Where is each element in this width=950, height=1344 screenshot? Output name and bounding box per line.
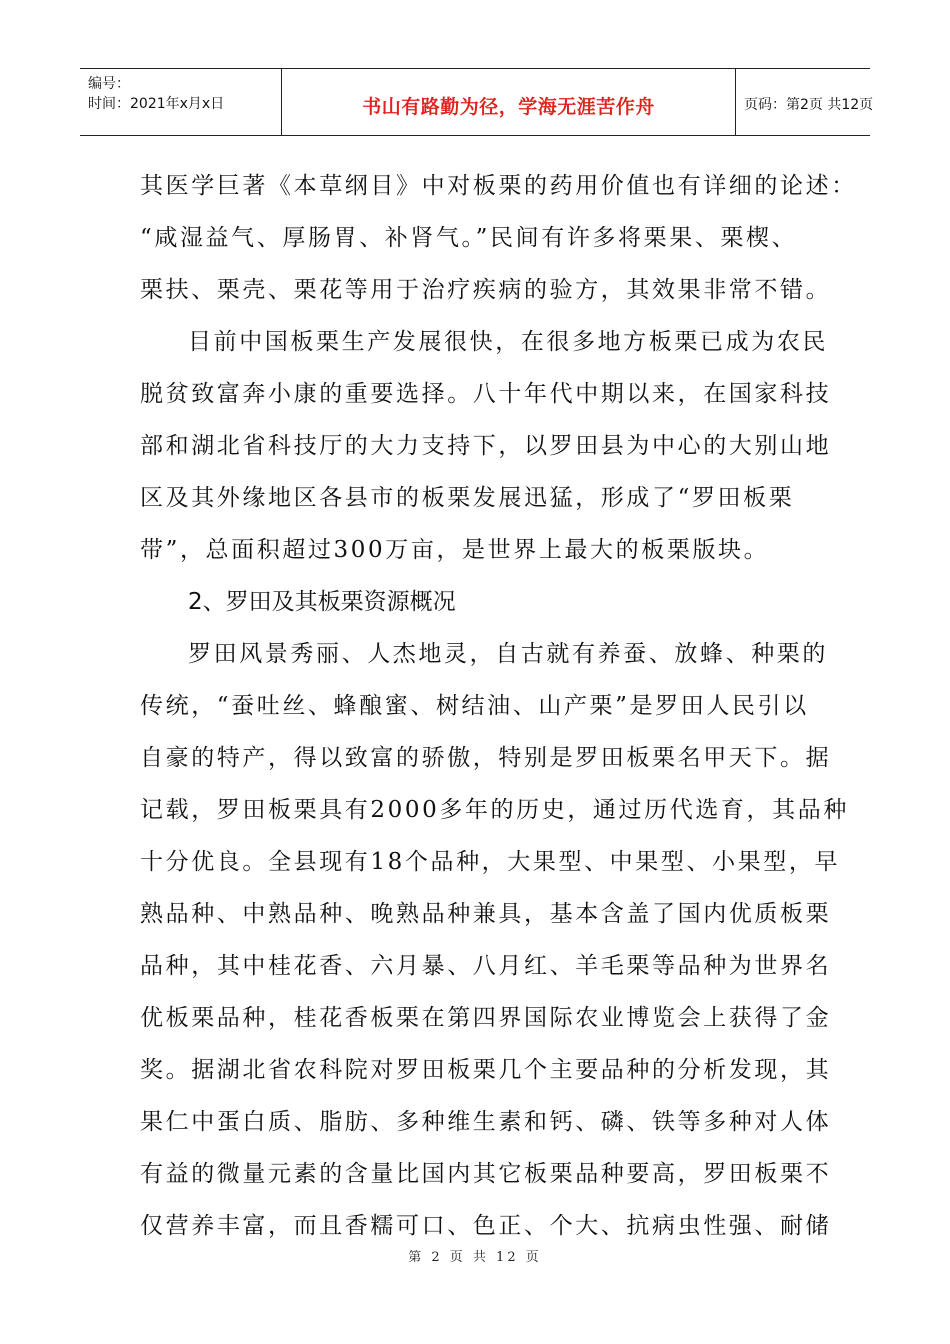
body-line: 脱贫致富奔小康的重要选择。八十年代中期以来，在国家科技: [140, 381, 832, 407]
document-header: [80, 68, 874, 136]
body-line: 区及其外缘地区各县市的板栗发展迅猛，形成了“罗田板栗: [140, 485, 795, 511]
document-date-label: 时间：2021年x月x日: [88, 96, 225, 112]
header-motto-cell: [282, 69, 736, 135]
body-line: 自豪的特产，得以致富的骄傲，特别是罗田板栗名甲天下。据: [140, 745, 832, 771]
body-line: 果仁中蛋白质、脂肪、多种维生素和钙、磷、铁等多种对人体: [140, 1109, 832, 1135]
body-line: 奖。据湖北省农科院对罗田板栗几个主要品种的分析发现，其: [140, 1057, 832, 1083]
body-line: 其医学巨著《本草纲目》中对板栗的药用价值也有详细的论述：: [140, 173, 857, 199]
body-line: 记载，罗田板栗具有2000多年的历史，通过历代选育，其品种: [140, 797, 849, 823]
body-line: 有益的微量元素的含量比国内其它板栗品种要高，罗田板栗不: [140, 1161, 832, 1187]
document-number-label: 编号：: [88, 76, 130, 92]
header-meta-cell: [80, 69, 282, 135]
body-line: “咸湿益气、厚肠胃、补肾气。”民间有许多将栗果、栗楔、: [140, 225, 798, 251]
body-line: 熟品种、中熟品种、晚熟品种兼具，基本含盖了国内优质板栗: [140, 901, 832, 927]
body-line: 品种，其中桂花香、六月暴、八月红、羊毛栗等品种为世界名: [140, 953, 832, 979]
page-footer: 第 2 页 共 12 页: [408, 1250, 542, 1265]
body-line: 栗扶、栗壳、栗花等用于治疗疾病的验方，其效果非常不错。: [140, 277, 832, 303]
body-line: 传统，“蚕吐丝、蜂酿蜜、树结油、山产栗”是罗田人民引以: [140, 693, 809, 719]
body-line: 部和湖北省科技厅的大力支持下，以罗田县为中心的大别山地: [140, 433, 832, 459]
body-line: 优板栗品种，桂花香板栗在第四界国际农业博览会上获得了金: [140, 1005, 832, 1031]
header-page-code: 页码：第2页 共12页: [744, 97, 874, 113]
paragraph-start-line: 罗田风景秀丽、人杰地灵，自古就有养蚕、放蜂、种栗的: [188, 641, 828, 667]
body-line: 带”，总面积超过300万亩，是世界上最大的板栗版块。: [140, 537, 770, 563]
body-line: 仅营养丰富，而且香糯可口、色正、个大、抗病虫性强、耐储: [140, 1213, 832, 1239]
document-body: [140, 160, 857, 1252]
paragraph-start-line: 目前中国板栗生产发展很快，在很多地方板栗已成为农民: [188, 329, 828, 355]
body-line: 十分优良。全县现有18个品种，大果型、中果型、小果型，早: [140, 849, 841, 875]
header-page-cell: [736, 69, 874, 135]
header-motto: 书山有路勤为径，学海无涯苦作舟: [362, 96, 655, 118]
section-heading: 2、罗田及其板栗资源概况: [188, 589, 456, 615]
